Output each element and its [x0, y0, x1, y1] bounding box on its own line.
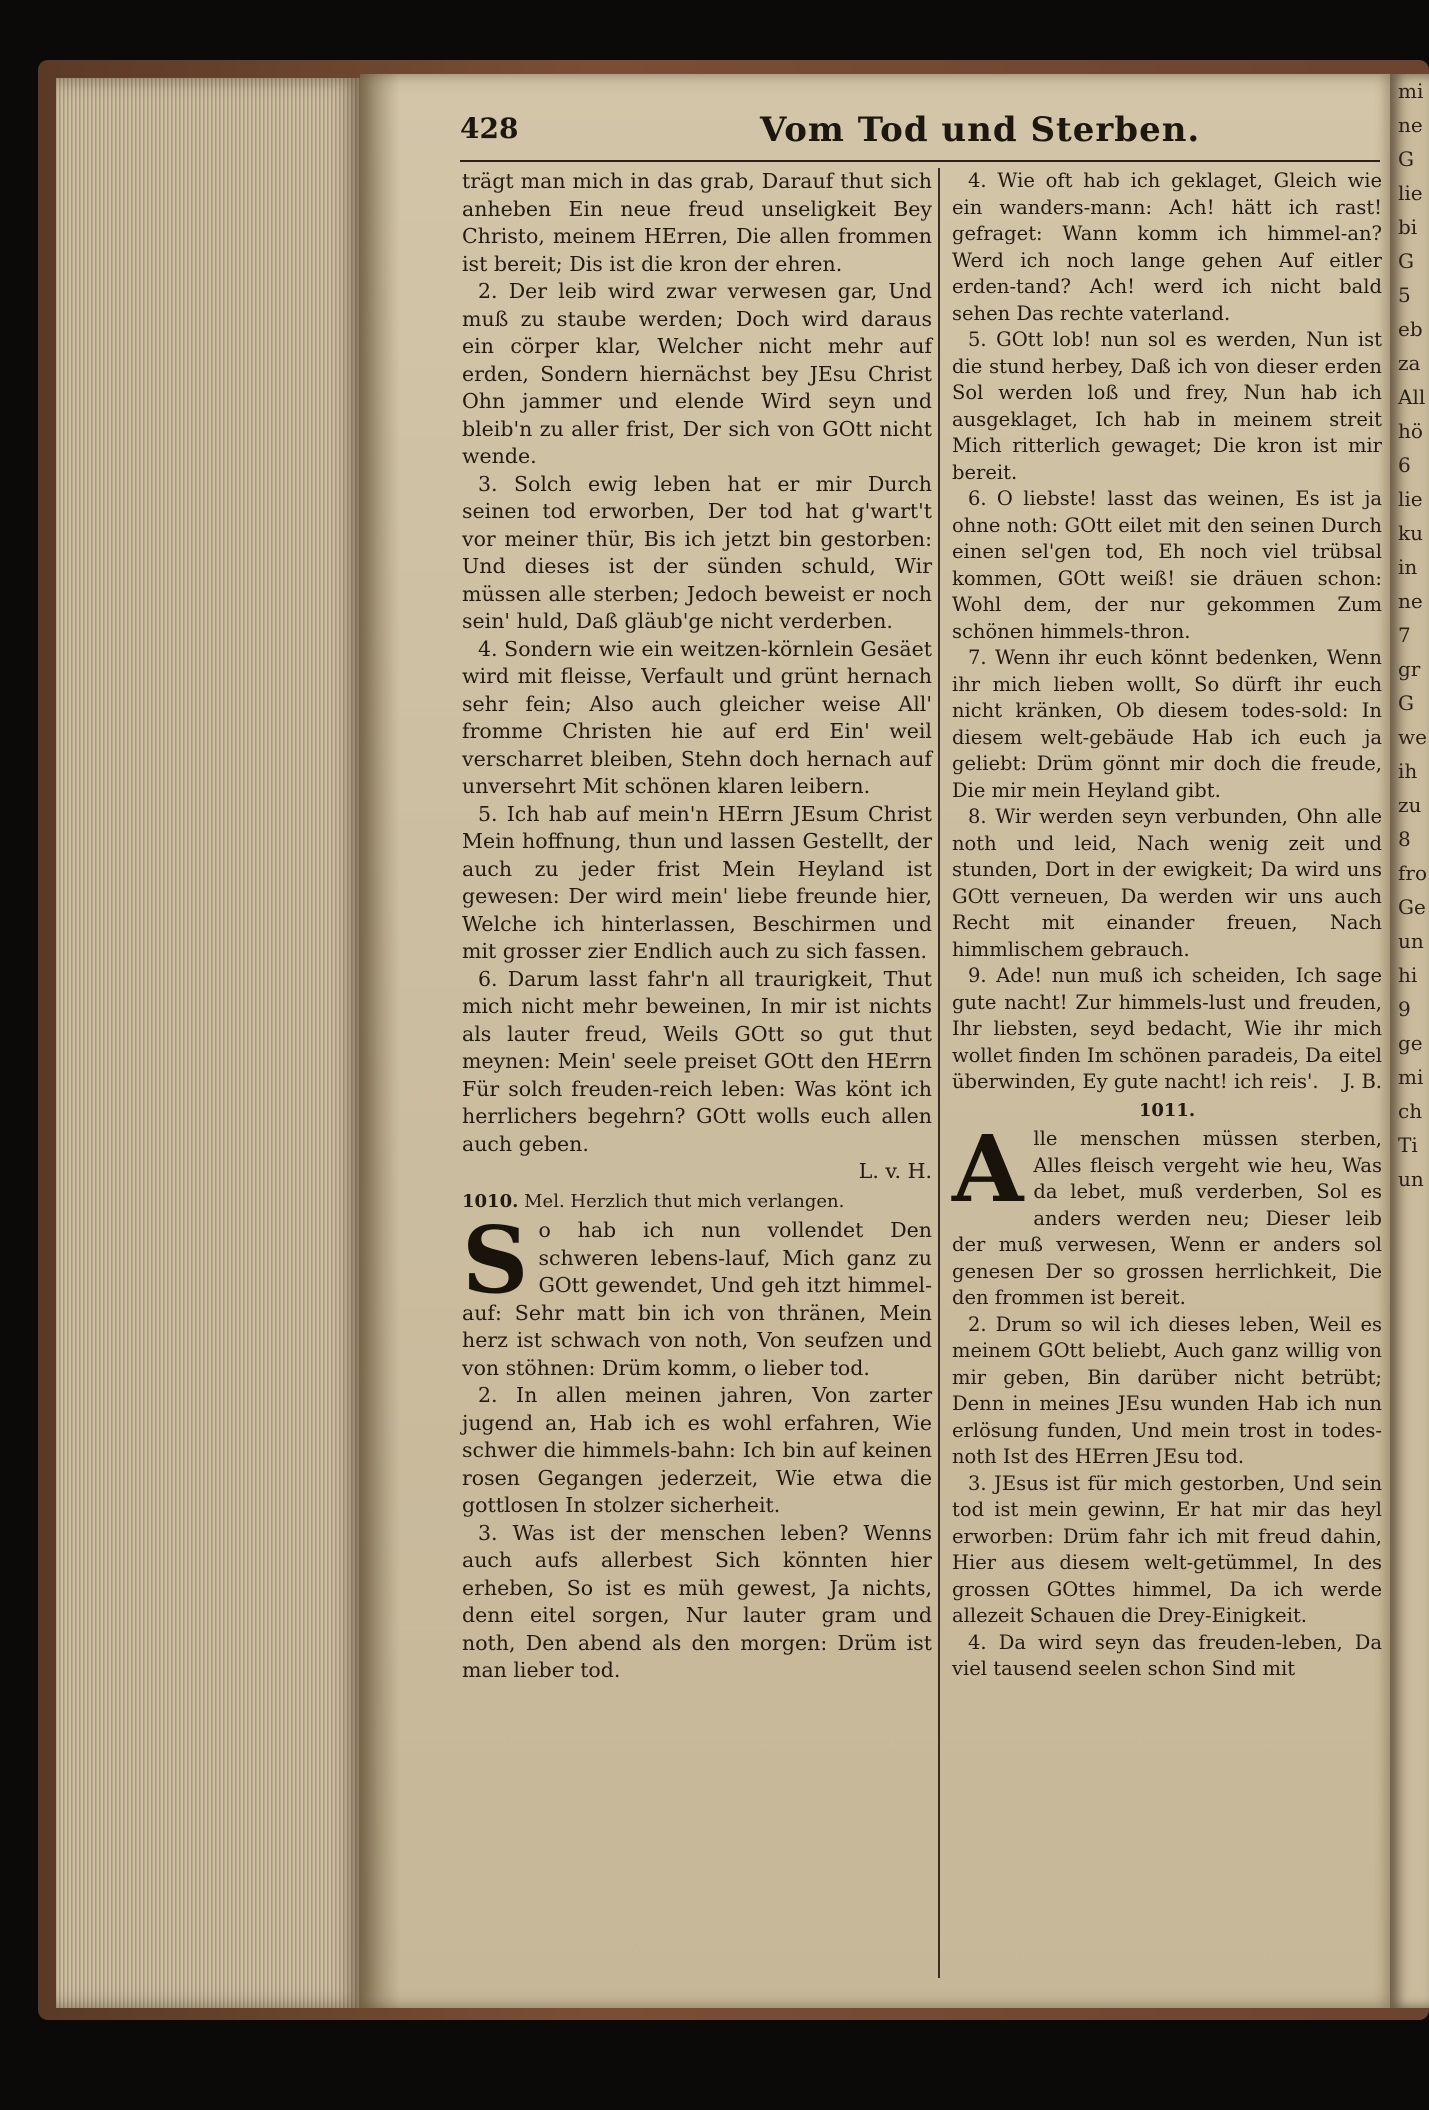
verse: 7. Wenn ihr euch könnt bedenken, Wenn ihr mich lieben wollt, So dürft ihr euch nicht kränken, Ob diesem todes-sold: In diesem welt-gebäude Hab ich euch ja geliebt: Drüm gönnt mir doch die freude, Die mir mein Heyland gibt.	[952, 646, 1382, 802]
next-page-fragment: un	[1398, 929, 1424, 953]
next-page-fragment: ge	[1398, 1031, 1423, 1055]
next-page-fragment: ih	[1398, 759, 1418, 783]
author-signature: L. v. H.	[858, 1159, 932, 1183]
hymn-opening	[462, 1206, 932, 1382]
verse: 4. Sondern wie ein weitzen-körnlein Gesäet wird mit fleisse, Verfault und grünt hernach sehr fein; Also auch gleicher weise All' fromme Christen hie auf erd Ein' weil verscharret bleiben, Stehn doch hernach auf unversehrt Mit schönen klaren leibern.	[462, 636, 932, 798]
next-page-fragment: za	[1398, 351, 1421, 375]
next-page-fragment: mi	[1398, 79, 1424, 103]
page-number: 428	[460, 112, 519, 145]
next-page-fragment: bi	[1398, 215, 1418, 239]
verse: 6. Darum lasst fahr'n all traurigkeit, Thut mich nicht mehr beweinen, In mir ist nichts als lauter freud, Weils GOtt so gut thut meynen: Mein' seele preiset GOtt den HErrn Für solch freuden-reich leben: Was könt ich herrlichers begehrn? GOtt wolls euch allen auch geben.	[462, 966, 932, 1156]
column-rule	[938, 168, 940, 1978]
next-page-strip	[1390, 74, 1429, 2008]
verse: 5. GOtt lob! nun sol es werden, Nun ist die stund herbey, Daß ich von dieser erden Sol werden loß und frey, Nun hab ich ausgeklaget, Ich hab in meinem streit Mich ritterlich gewaget; Die kron ist mir bereit.	[952, 328, 1382, 484]
hymn-number: 1010.	[462, 1190, 519, 1212]
verse: 3. JEsus ist für mich gestorben, Und sein tod ist mein gewinn, Er hat mir das heyl erworben: Drüm fahr ich mit freud dahin, Hier aus diesem welt-getümmel, In des grossen GOttes himmel, Da ich werde allezeit Schauen die Drey-Einigkeit.	[952, 1471, 1382, 1627]
right-column	[952, 168, 1382, 1683]
verse: 4. Wie oft hab ich geklaget, Gleich wie ein wanders-mann: Ach! hätt ich rast! gefraget: Wann komm ich himmel-an? Werd ich noch lange gehen Auf eitler erden-tand? Ach! werd ich nicht bald sehen Das rechte vaterland.	[952, 169, 1382, 325]
verse: 5. Ich hab auf mein'n HErrn JEsum Christ Mein hoffnung, thun und lassen Gestellt, der auch zu jeder frist Mein Heyland ist gewesen: Der wird mein' liebe freunde hier, Welche ich hinterlassen, Beschirmen und mit grosser zier Endlich auch zu sich fassen.	[462, 801, 932, 963]
hymn-opening-text: lle menschen müssen sterben, Alles fleisch vergeht wie heu, Was da lebet, muß verderben, Sol es anders werden neu; Dieser leib der muß verwesen, Wenn er anders sol genesen Der so grossen herrlichkeit, Die den frommen ist bereit.	[952, 1127, 1382, 1309]
next-page-fragment: Ge	[1398, 895, 1426, 919]
next-page-fragment: G	[1398, 691, 1414, 715]
next-page-fragment: hi	[1398, 963, 1418, 987]
next-page-fragment: Ti	[1398, 1133, 1418, 1157]
next-page-fragment: G	[1398, 249, 1414, 273]
left-column	[462, 168, 932, 1685]
verse: 4. Da wird seyn das freuden-leben, Da viel tausend seelen schon Sind mit	[952, 1630, 1382, 1680]
verse: 2. Der leib wird zwar verwesen gar, Und muß zu staube werden; Doch wird daraus ein cörper klar, Welcher nicht mehr auf erden, Sondern hiernächst bey JEsu Christ Ohn jammer und elende Wird seyn und bleib'n zu aller frist, Der sich von GOtt nicht wende.	[462, 279, 932, 468]
next-page-fragment: 7	[1398, 623, 1411, 647]
hymn-opening	[952, 1115, 1382, 1312]
hymn-opening-text: o hab ich nun vollendet Den schweren lebens-lauf, Mich ganz zu GOtt gewendet, Und geh itzt himmel-auf: Sehr matt bin ich von thränen, Mein herz ist schwach von noth, Von seufzen und von stöhnen: Drüm komm, o lieber tod.	[462, 1218, 932, 1380]
next-page-fragment: 6	[1398, 453, 1411, 477]
next-page-fragment: zu	[1398, 793, 1422, 817]
author-signature: J. B.	[1342, 1070, 1382, 1093]
next-page-fragment: 9	[1398, 997, 1411, 1021]
next-page-fragment: ch	[1398, 1099, 1423, 1123]
hymn-continuation: trägt man mich in das grab, Darauf thut sich anheben Ein neue freud unseligkeit Bey Christo, meinem HErren, Die allen frommen ist bereit; Dis ist die kron der ehren.	[462, 169, 932, 276]
next-page-fragment: fro	[1398, 861, 1428, 885]
next-page-fragment: ne	[1398, 113, 1423, 137]
next-page-fragment: hö	[1398, 419, 1423, 443]
next-page-fragment: gr	[1398, 657, 1421, 681]
next-page-fragment: 5	[1398, 283, 1411, 307]
verse: 8. Wir werden seyn verbunden, Ohn alle noth und leid, Nach wenig zeit und stunden, Dort in der ewigkeit; Da wird uns GOtt verneuen, Da werden wir uns auch Recht mit einander freuen, Nach himmlischem gebrauch.	[952, 805, 1382, 961]
next-page-fragment: we	[1398, 725, 1427, 749]
next-page-fragment: mi	[1398, 1065, 1424, 1089]
hymn-number: 1011.	[1138, 1099, 1196, 1121]
next-page-fragment: lie	[1398, 487, 1423, 511]
next-page-fragment: All	[1398, 385, 1426, 409]
hymn-melody: Mel. Herzlich thut mich verlangen.	[524, 1190, 845, 1212]
next-page-fragment: G	[1398, 147, 1414, 171]
hymn-heading	[462, 1188, 932, 1216]
verse-text: 9. Ade! nun muß ich scheiden, Ich sage gute nacht! Zur himmels-lust und freuden, Ihr liebsten, seyd bedacht, Wie ihr mich wollet finden Im schönen paradeis, Da eitel überwinden, Ey gute nacht! ich reis'.	[952, 964, 1382, 1093]
verse: 6. O liebste! lasst das weinen, Es ist ja ohne noth: GOtt eilet mit den seinen Durch einen sel'gen tod, Eh noch viel trübsal kommen, GOtt weiß! sie dräuen schon: Wohl dem, der nur gekommen Zum schönen himmels-thron.	[952, 487, 1382, 643]
running-title: Vom Tod und Sterben.	[760, 110, 1201, 150]
next-page-fragment: ku	[1398, 521, 1423, 545]
drop-cap: S	[462, 1206, 529, 1314]
next-page-fragment: un	[1398, 1167, 1424, 1191]
next-page-fragment: eb	[1398, 317, 1423, 341]
verse: 3. Was ist der menschen leben? Wenns auch aufs allerbest Sich könnten hier erheben, So ist es müh gewest, Ja nichts, denn eitel sorgen, Nur lauter gram und noth, Den abend als den morgen: Drüm ist man lieber tod.	[462, 1520, 932, 1682]
header-rule	[460, 160, 1380, 162]
next-page-fragment: in	[1398, 555, 1418, 579]
verse: 2. In allen meinen jahren, Von zarter jugend an, Hab ich es wohl erfahren, Wie schwer die himmels-bahn: Ich bin auf keinen rosen Gegangen jederzeit, Wie etwa die gottlosen In stolzer sicherheit.	[462, 1383, 932, 1517]
next-page-fragment: ne	[1398, 589, 1423, 613]
next-page-fragment: lie	[1398, 181, 1423, 205]
drop-cap: A	[952, 1115, 1024, 1223]
verse: 2. Drum so wil ich dieses leben, Weil es meinem GOtt beliebt, Auch ganz willig von mir geben, Bin darüber nicht betrübt; Denn in meines JEsu wunden Hab ich nun erlösung funden, Und mein trost in todes-noth Ist des HErren JEsu tod.	[952, 1312, 1382, 1468]
next-page-fragment: 8	[1398, 827, 1411, 851]
verse	[952, 963, 1382, 1096]
verse: 3. Solch ewig leben hat er mir Durch seinen tod erworben, Der tod hat g'wart't vor meiner thür, Bis ich jetzt bin gestorben: Und dieses ist der sünden schuld, Wir müssen alle sterben; Jedoch beweist er noch sein' huld, Daß gläub'ge nicht verderben.	[462, 471, 932, 633]
page-block-edge	[56, 78, 364, 2008]
page-header	[460, 110, 1380, 160]
